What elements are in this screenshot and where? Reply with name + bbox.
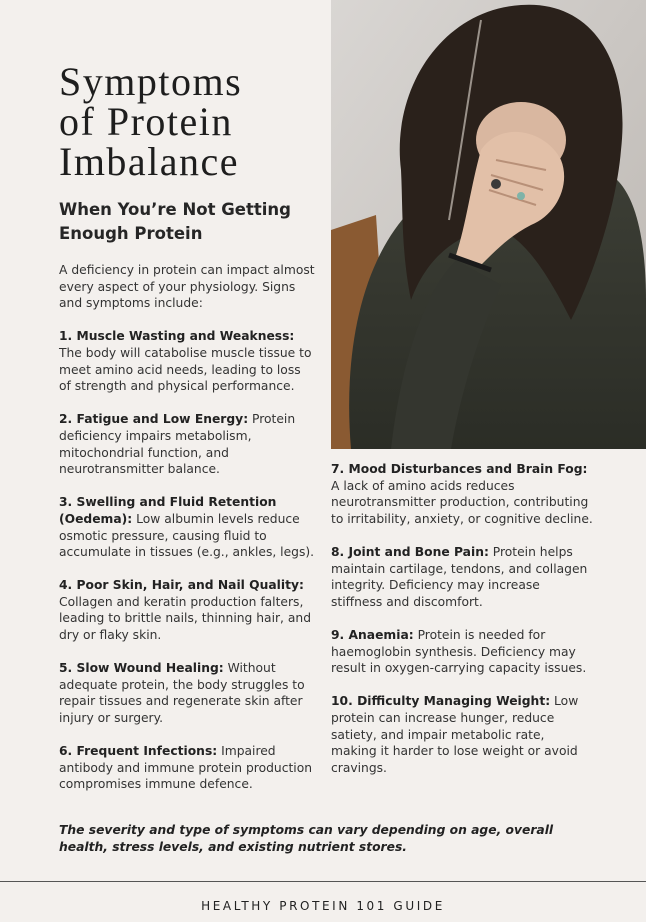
intro-paragraph: A deficiency in protein can impact almost every aspect of your physiology. Signs and symptoms include:: [59, 263, 315, 311]
symptom-text: Without adequate protein, the body struggles to repair tissues and regenerate skin after injury or surgery.: [59, 661, 305, 726]
symptom-item: [331, 544, 593, 610]
symptom-heading: 6. Frequent Infections:: [59, 744, 218, 759]
title-line: of Protein: [59, 99, 233, 144]
symptom-heading: 7. Mood Disturbances and Brain Fog:: [331, 462, 588, 476]
page-title: [59, 59, 319, 184]
subtitle-line: When You’re Not Getting: [59, 200, 291, 219]
left-column: [59, 262, 315, 810]
symptom-text: Protein helps maintain cartilage, tendons, and collagen integrity. Deficiency may increase stiffness and discomfort.: [331, 544, 588, 609]
symptom-text: Low albumin levels reduce osmotic pressure, causing fluid to accumulate in tissues (e.g., ankles, legs).: [59, 511, 315, 560]
photo-illustration: [331, 0, 646, 449]
symptom-item: [59, 743, 315, 793]
symptom-text: Impaired antibody and immune protein production compromises immune defence.: [59, 744, 313, 792]
section-subtitle: [59, 198, 309, 246]
symptom-heading: 8. Joint and Bone Pain:: [331, 544, 489, 559]
title-line: Symptoms: [59, 59, 243, 104]
symptom-item: [331, 627, 593, 677]
symptom-heading: 5. Slow Wound Healing:: [59, 661, 224, 676]
footer-divider: [0, 881, 646, 882]
symptom-text: Protein deficiency impairs metabolism, mitochondrial function, and neurotransmitter balance.: [59, 412, 296, 477]
symptom-text: Protein is needed for haemoglobin synthesis. Deficiency may result in oxygen-carrying capacity issues.: [331, 627, 587, 676]
symptom-text: A lack of amino acids reduces neurotransmitter production, contributing to irritability, anxiety, or cognitive decline.: [331, 478, 593, 526]
symptom-heading: 10. Difficulty Managing Weight:: [331, 694, 551, 709]
symptom-heading: 3. Swelling and Fluid Retention (Oedema):: [59, 495, 277, 526]
symptom-heading: 1. Muscle Wasting and Weakness:: [59, 329, 295, 344]
symptom-item: [59, 494, 315, 560]
symptom-text: The body will catabolise muscle tissue to meet amino acid needs, leading to loss of strength and physical performance.: [59, 345, 312, 394]
symptom-item: [331, 461, 593, 527]
symptom-item: [331, 693, 593, 776]
woman-headache-photo: [331, 0, 646, 449]
symptom-text: Low protein can increase hunger, reduce satiety, and impair metabolic rate, making it harder to lose weight or avoid cravings.: [331, 694, 579, 775]
footer-label: HEALTHY PROTEIN 101 GUIDE: [201, 899, 445, 913]
right-column: [331, 461, 593, 793]
symptom-heading: 4. Poor Skin, Hair, and Nail Quality:: [59, 578, 304, 593]
symptom-item: [59, 328, 315, 394]
title-line: Imbalance: [59, 139, 240, 184]
symptom-heading: 9. Anaemia:: [331, 627, 414, 642]
subtitle-line: Enough Protein: [59, 224, 203, 243]
symptom-item: [59, 577, 315, 643]
symptom-item: [59, 411, 315, 477]
footnote: The severity and type of symptoms can vary depending on age, overall health, stress levels, and existing nutrient stores.: [59, 823, 554, 854]
symptom-item: [59, 660, 315, 726]
symptom-heading: 2. Fatigue and Low Energy:: [59, 412, 249, 427]
symptom-text: Collagen and keratin production falters, leading to brittle nails, thinning hair, and dry or flaky skin.: [59, 594, 311, 643]
